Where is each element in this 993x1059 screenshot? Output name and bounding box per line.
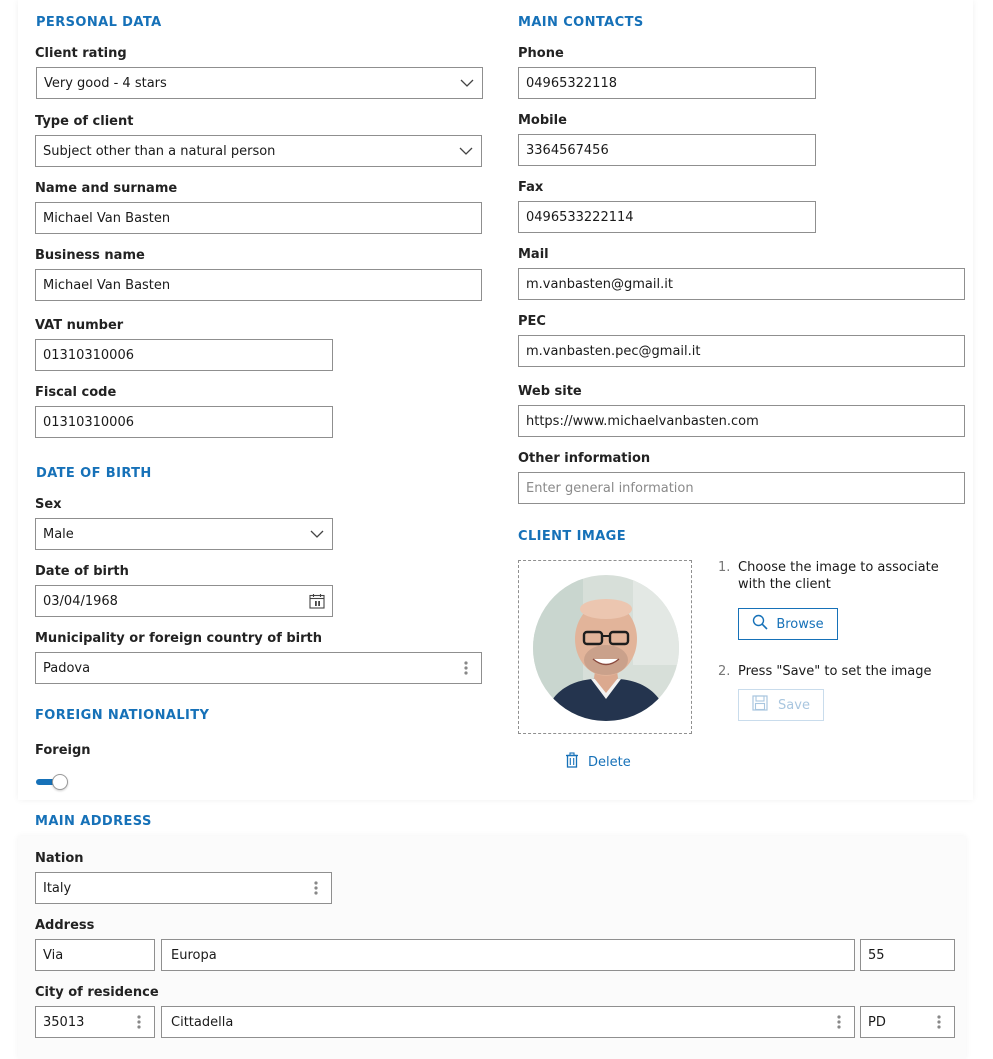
sex-value: Male — [43, 526, 74, 542]
nation-input[interactable] — [35, 872, 332, 904]
client-avatar — [533, 575, 679, 721]
client-rating-label: Client rating — [35, 46, 127, 61]
client-rating-value: Very good - 4 stars — [44, 75, 167, 91]
mobile-input[interactable] — [518, 134, 816, 166]
type-of-client-select[interactable] — [35, 135, 482, 167]
name-surname-label: Name and surname — [35, 181, 178, 196]
step-1-number: 1. — [718, 560, 731, 575]
phone-label: Phone — [518, 46, 564, 61]
section-title-personal-data: PERSONAL DATA — [36, 15, 162, 30]
pec-input[interactable] — [518, 335, 965, 367]
more-vertical-icon[interactable] — [131, 1014, 147, 1030]
nation-label: Nation — [35, 851, 84, 866]
section-title-date-of-birth: DATE OF BIRTH — [36, 466, 152, 481]
date-of-birth-label: Date of birth — [35, 564, 129, 579]
section-title-main-address: MAIN ADDRESS — [35, 814, 152, 829]
business-name-label: Business name — [35, 248, 145, 263]
name-surname-input[interactable] — [35, 202, 482, 234]
phone-input[interactable] — [518, 67, 816, 99]
search-icon — [752, 614, 768, 634]
date-of-birth-input[interactable] — [35, 585, 333, 617]
fax-input[interactable] — [518, 201, 816, 233]
municipality-value: Padova — [43, 660, 91, 676]
client-rating-select[interactable] — [36, 67, 483, 99]
street-type-input[interactable] — [35, 939, 155, 971]
step-2-number: 2. — [718, 664, 731, 679]
type-of-client-value: Subject other than a natural person — [43, 143, 276, 159]
street-name-input[interactable] — [161, 939, 855, 971]
section-title-foreign-nationality: FOREIGN NATIONALITY — [35, 708, 210, 723]
floppy-disk-icon — [752, 695, 768, 715]
browse-button-label: Browse — [776, 616, 824, 632]
municipality-label: Municipality or foreign country of birth — [35, 631, 323, 646]
nation-value: Italy — [43, 880, 72, 896]
other-information-label: Other information — [518, 451, 651, 466]
pec-label: PEC — [518, 314, 546, 329]
street-number-value: 55 — [868, 947, 885, 963]
business-name-input[interactable] — [35, 269, 482, 301]
foreign-label: Foreign — [35, 743, 91, 758]
name-surname-value: Michael Van Basten — [43, 210, 171, 226]
more-vertical-icon[interactable] — [308, 880, 324, 896]
fiscal-code-label: Fiscal code — [35, 385, 117, 400]
type-of-client-label: Type of client — [35, 114, 134, 129]
website-value: https://www.michaelvanbasten.com — [526, 413, 759, 429]
street-type-value: Via — [43, 947, 64, 963]
pec-value: m.vanbasten.pec@gmail.it — [526, 343, 701, 359]
address-label: Address — [35, 918, 95, 933]
vat-number-label: VAT number — [35, 318, 124, 333]
delete-button-label: Delete — [588, 754, 631, 770]
step-1-text: Choose the image to associate with the client — [738, 560, 939, 592]
mail-input[interactable] — [518, 268, 965, 300]
other-information-input[interactable] — [518, 472, 965, 504]
street-number-input[interactable] — [860, 939, 955, 971]
more-vertical-icon[interactable] — [458, 660, 474, 676]
mobile-value: 3364567456 — [526, 142, 609, 158]
chevron-down-icon — [459, 75, 475, 91]
business-name-value: Michael Van Basten — [43, 277, 171, 293]
website-label: Web site — [518, 384, 582, 399]
sex-select[interactable] — [35, 518, 333, 550]
date-of-birth-value: 03/04/1968 — [43, 593, 118, 609]
mail-label: Mail — [518, 247, 549, 262]
sex-label: Sex — [35, 497, 62, 512]
section-title-main-contacts: MAIN CONTACTS — [518, 15, 644, 30]
city-value: Cittadella — [171, 1014, 234, 1030]
website-input[interactable] — [518, 405, 965, 437]
browse-button[interactable] — [738, 608, 838, 640]
section-title-client-image: CLIENT IMAGE — [518, 529, 627, 544]
mail-value: m.vanbasten@gmail.it — [526, 276, 673, 292]
save-button-label: Save — [778, 697, 810, 713]
foreign-toggle-thumb[interactable] — [52, 774, 68, 790]
delete-image-button[interactable] — [564, 751, 631, 773]
street-name-value: Europa — [171, 947, 217, 963]
more-vertical-icon[interactable] — [931, 1014, 947, 1030]
step-2-text: Press "Save" to set the image — [738, 664, 932, 679]
calendar-icon[interactable] — [309, 593, 325, 609]
mobile-label: Mobile — [518, 113, 567, 128]
more-vertical-icon[interactable] — [831, 1014, 847, 1030]
city-of-residence-label: City of residence — [35, 985, 159, 1000]
province-input[interactable] — [860, 1006, 955, 1038]
fiscal-code-value: 01310310006 — [43, 414, 134, 430]
province-value: PD — [868, 1014, 886, 1030]
chevron-down-icon — [458, 143, 474, 159]
client-image-dropzone[interactable] — [518, 560, 692, 734]
save-image-button[interactable] — [738, 689, 824, 721]
phone-value: 04965322118 — [526, 75, 617, 91]
municipality-input[interactable] — [35, 652, 482, 684]
other-information-placeholder: Enter general information — [526, 480, 694, 496]
chevron-down-icon — [309, 526, 325, 542]
zip-value: 35013 — [43, 1014, 85, 1030]
fax-value: 0496533222114 — [526, 209, 634, 225]
vat-number-input[interactable] — [35, 339, 333, 371]
zip-input[interactable] — [35, 1006, 155, 1038]
trash-icon — [564, 752, 580, 772]
fax-label: Fax — [518, 180, 544, 195]
vat-number-value: 01310310006 — [43, 347, 134, 363]
city-input[interactable] — [161, 1006, 855, 1038]
fiscal-code-input[interactable] — [35, 406, 333, 438]
